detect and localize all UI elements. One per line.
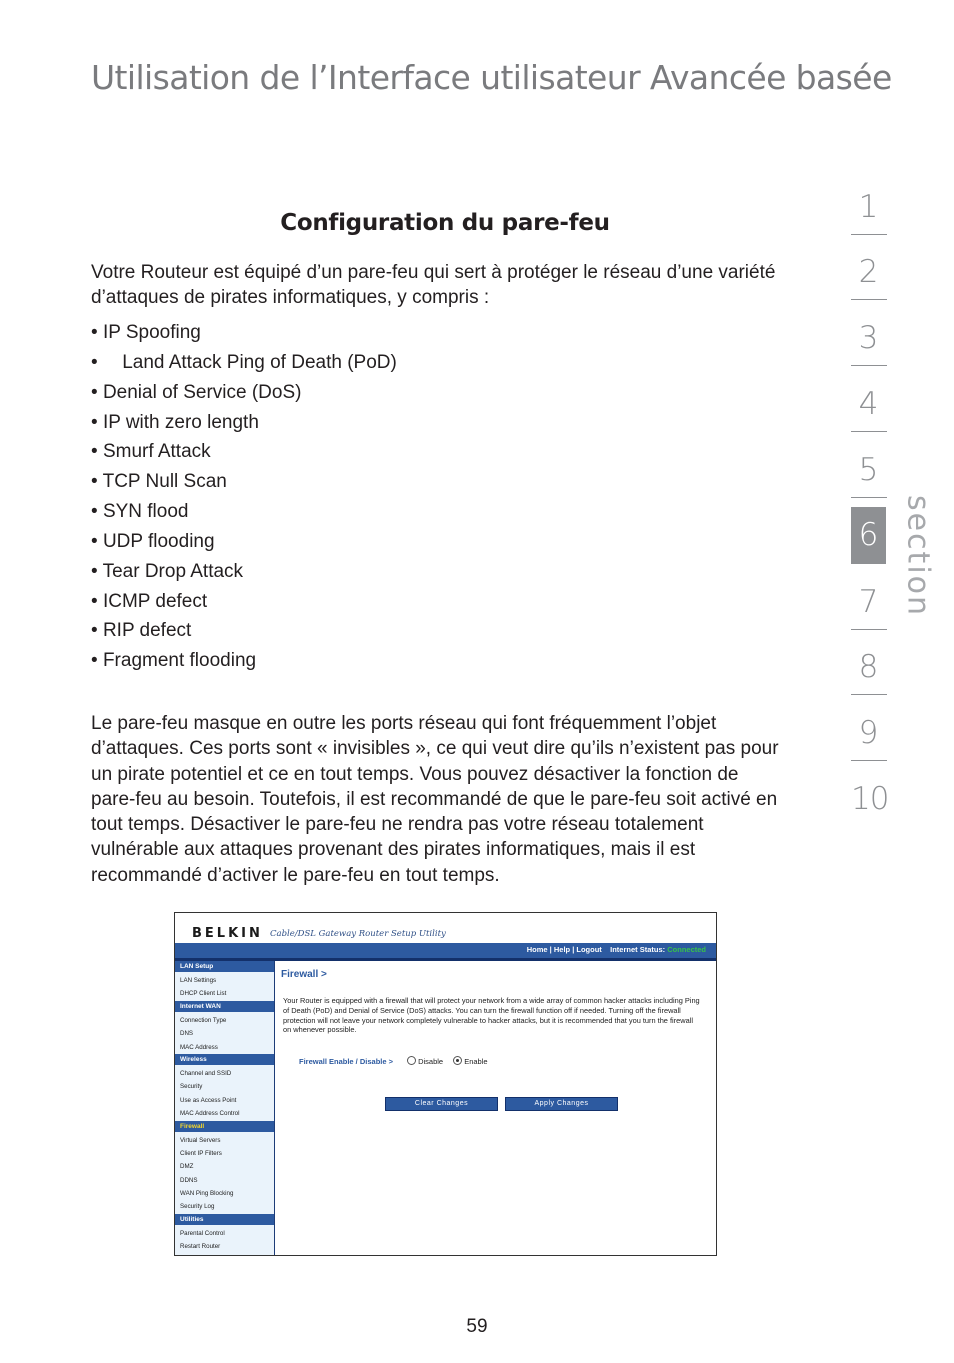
sidebar-group-lan-setup[interactable]: LAN Setup xyxy=(175,961,274,972)
list-item: • Denial of Service (DoS) xyxy=(91,381,302,403)
section-divider xyxy=(851,365,887,366)
section-nav-item-10[interactable]: 10 xyxy=(851,781,889,817)
sidebar-item-security[interactable]: Security xyxy=(180,1083,203,1091)
sidebar-item-ddns[interactable]: DDNS xyxy=(180,1176,198,1184)
list-item: • ICMP defect xyxy=(91,590,208,612)
section-divider xyxy=(851,760,887,761)
sidebar-group-internet-wan[interactable]: Internet WAN xyxy=(175,1001,274,1012)
page-header-title: Utilisation de l’Interface utilisateur Avancée basée xyxy=(91,58,892,97)
section-title: Configuration du pare-feu xyxy=(280,210,610,236)
section-divider xyxy=(851,497,887,498)
list-item: • IP Spoofing xyxy=(91,322,201,343)
list-item: • UDP flooding xyxy=(91,530,215,552)
intro-paragraph: Votre Routeur est équipé d’un pare-feu qui sert à protéger le réseau d’une variété d’attaques de pirates informatiques, y compris : xyxy=(91,262,776,309)
bullet-icon: • xyxy=(91,650,98,672)
list-item: • Smurf Attack xyxy=(91,441,211,463)
section-divider xyxy=(851,629,887,630)
belkin-logo: BELKIN xyxy=(192,926,263,941)
sidebar-group-firewall[interactable]: Firewall xyxy=(175,1121,274,1132)
list-item: • RIP defect xyxy=(91,620,192,642)
section-nav-item-8[interactable]: 8 xyxy=(858,649,879,685)
sidebar-item-dns[interactable]: DNS xyxy=(180,1030,194,1038)
sidebar-item-access-point[interactable]: Use as Access Point xyxy=(180,1096,237,1104)
bullet-icon: • xyxy=(91,620,98,642)
list-item: • SYN flood xyxy=(91,501,189,523)
bullet-icon: • xyxy=(91,560,98,582)
firewall-toggle-row xyxy=(299,1056,488,1066)
section-nav-item-1[interactable]: 1 xyxy=(858,189,879,225)
bullet-icon: • xyxy=(91,530,98,552)
section-divider xyxy=(851,694,887,695)
radio-enable-label: Enable xyxy=(464,1057,488,1066)
router-header xyxy=(175,913,716,943)
top-links[interactable]: Home | Help | Logout xyxy=(526,945,602,954)
radio-disable[interactable] xyxy=(407,1056,416,1065)
sidebar-item-mac-address-control[interactable]: MAC Address Control xyxy=(180,1110,240,1118)
page-number: 59 xyxy=(466,1316,488,1337)
section-divider xyxy=(851,234,887,235)
list-item: • Tear Drop Attack xyxy=(91,560,244,582)
sidebar-item-channel-ssid[interactable]: Channel and SSID xyxy=(180,1069,232,1077)
bullet-icon: • xyxy=(91,501,98,523)
section-label: section xyxy=(900,494,936,618)
section-divider xyxy=(851,299,887,300)
section-nav-item-3[interactable]: 3 xyxy=(858,320,879,356)
clear-changes-button[interactable]: Clear Changes xyxy=(385,1097,498,1111)
bullet-icon: • xyxy=(91,590,98,612)
firewall-description: Your Router is equipped with a firewall that will protect your network from a wide array of common hacker attacks including Ping of Death (PoD) and Denial of Service (DoS) attacks. You can turn the firewall function off if needed. Turning off the firewall protection will not leave your network completely vulnerable to hacker attacks, but it is recommended that you turn the firewall on whenever possible. xyxy=(283,996,700,1035)
section-nav-item-4[interactable]: 4 xyxy=(858,386,879,422)
section-nav-item-5[interactable]: 5 xyxy=(858,452,879,488)
router-tagline: Cable/DSL Gateway Router Setup Utility xyxy=(270,929,446,939)
firewall-toggle-label: Firewall Enable / Disable > xyxy=(299,1057,393,1066)
radio-disable-label: Disable xyxy=(418,1057,444,1066)
attack-list xyxy=(91,318,397,676)
firewall-page-title: Firewall > xyxy=(281,969,327,980)
sidebar-item-restart-router[interactable]: Restart Router xyxy=(180,1243,221,1251)
section-nav-item-7[interactable]: 7 xyxy=(858,584,879,620)
apply-changes-button[interactable]: Apply Changes xyxy=(505,1097,618,1111)
bullet-icon: • xyxy=(91,381,98,403)
list-item: • Land Attack Ping of Death (PoD) xyxy=(91,351,397,373)
sidebar-item-lan-settings[interactable]: LAN Settings xyxy=(180,977,217,984)
bullet-icon: • xyxy=(91,411,98,433)
outro-paragraph: Le pare-feu masque en outre les ports réseau qui font fréquemment l’objet d’attaques. Ces ports sont « invisibles », ce qui veut dire qu’ils n’existent pas pour un pirate potentiel et ce en tout temps. Vous pouvez désactiver la fonction de pare-feu au besoin. Toutefois, il est recommandé de que le pare-feu soit activé en tout temps. Désactiver le pare-feu ne rendra pas votre réseau totalement vulnérable aux attaques provenant des pirates informatiques, mais il est recommandé d’activer le pare-feu en tout temps. xyxy=(91,713,779,886)
bullet-icon: • xyxy=(91,322,98,343)
router-ui-screenshot xyxy=(174,912,717,1256)
sidebar-item-dhcp-client-list[interactable]: DHCP Client List xyxy=(180,990,227,998)
router-sidebar xyxy=(175,961,275,1255)
internet-status-label: Internet Status: xyxy=(610,945,666,954)
list-item: • Fragment flooding xyxy=(91,650,257,672)
sidebar-item-client-ip-filters[interactable]: Client IP Filters xyxy=(180,1149,222,1157)
list-item: • IP with zero length xyxy=(91,411,259,433)
bullet-icon: • xyxy=(91,351,98,373)
radio-enable[interactable] xyxy=(453,1056,462,1065)
bullet-icon: • xyxy=(91,471,98,493)
sidebar-item-connection-type[interactable]: Connection Type xyxy=(180,1016,227,1024)
sidebar-item-virtual-servers[interactable]: Virtual Servers xyxy=(180,1136,221,1144)
sidebar-item-dmz[interactable]: DMZ xyxy=(180,1163,194,1171)
router-topbar xyxy=(175,943,716,961)
section-nav-item-9[interactable]: 9 xyxy=(858,715,879,751)
sidebar-item-wan-ping-blocking[interactable]: WAN Ping Blocking xyxy=(180,1190,234,1198)
section-divider xyxy=(851,431,887,432)
section-nav-item-2[interactable]: 2 xyxy=(858,254,879,290)
router-content xyxy=(281,969,709,1035)
internet-status-value: Connected xyxy=(667,945,706,954)
list-item: • TCP Null Scan xyxy=(91,471,227,493)
sidebar-group-wireless[interactable]: Wireless xyxy=(175,1054,274,1065)
sidebar-item-security-log[interactable]: Security Log xyxy=(180,1203,215,1211)
section-nav-item-6-current[interactable]: 6 xyxy=(851,507,886,564)
bullet-icon: • xyxy=(91,441,98,463)
sidebar-item-parental-control[interactable]: Parental Control xyxy=(180,1229,225,1237)
sidebar-item-mac-address[interactable]: MAC Address xyxy=(180,1043,218,1051)
sidebar-group-utilities[interactable]: Utilities xyxy=(175,1214,274,1225)
